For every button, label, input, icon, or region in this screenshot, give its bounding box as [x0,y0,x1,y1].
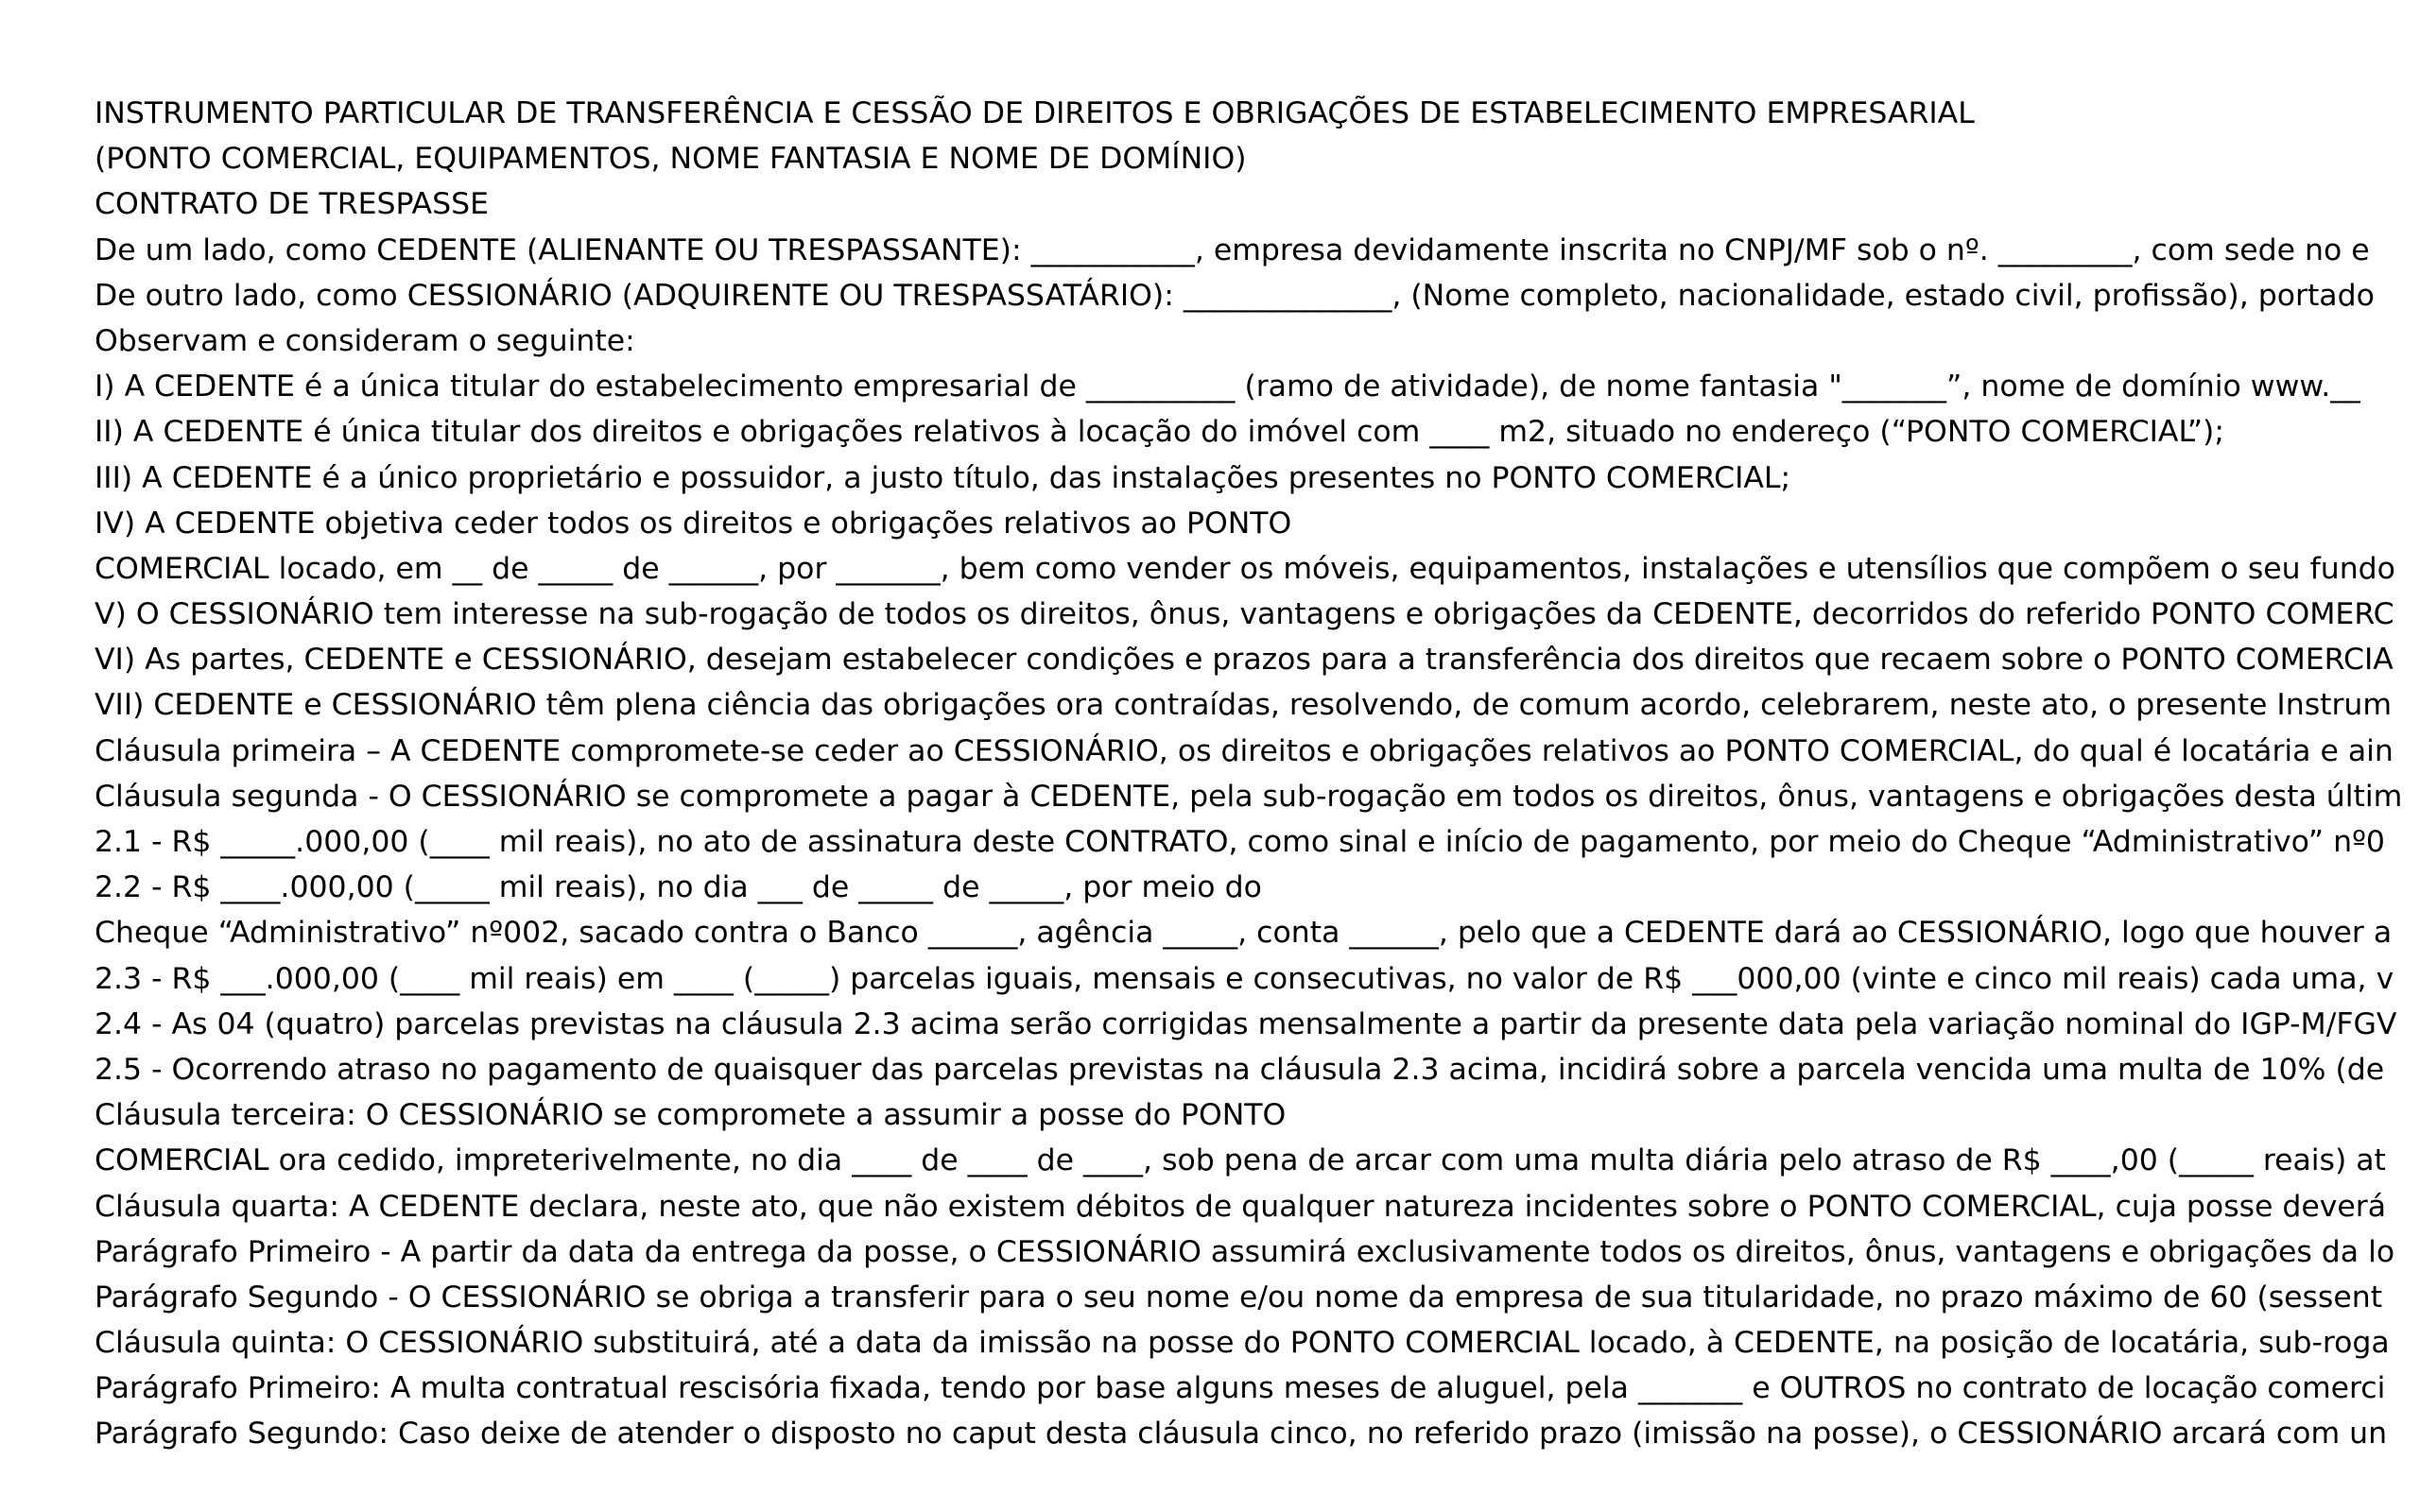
party-cedente-line: De um lado, como CEDENTE (ALIENANTE OU TRESPASSANTE): ___________, empresa devidamente inscrita no CNPJ/MF sob o nº. _________, com sede no e [95,232,2370,267]
clause-2-1: 2.1 - R$ _____.000,00 (____ mil reais), no ato de assinatura deste CONTRATO, como sinal e início de pagamento, por meio do Cheque “Administrativo” nº0 [95,825,2385,859]
party-cessionario-line: De outro lado, como CESSIONÁRIO (ADQUIRENTE OU TRESPASSATÁRIO): ______________, (Nome completo, nacionalidade, estado civil, profissão), portado [95,278,2375,313]
clause-2-4: 2.4 - As 04 (quatro) parcelas previstas na cláusula 2.3 acima serão corrigidas mensalmente a partir da presente data pela variação nominal do IGP-M/FGV [95,1006,2397,1041]
clause-2-2-continued: Cheque “Administrativo” nº002, sacado contra o Banco ______, agência _____, conta ______, pelo que a CEDENTE dará ao CESSIONÁRIO, logo que houver a [95,916,2393,951]
clause-fourth-paragraph-first: Parágrafo Primeiro - A partir da data da entrega da posse, o CESSIONÁRIO assumirá exclusivamente todos os direitos, ônus, vantagens e obrigações da lo [95,1234,2395,1269]
consideration-iv: IV) A CEDENTE objetiva ceder todos os direitos e obrigações relativos ao PONTO [95,506,1292,541]
document-title: INSTRUMENTO PARTICULAR DE TRANSFERÊNCIA E CESSÃO DE DIREITOS E OBRIGAÇÕES DE ESTABELECIMENTO EMPRESARIAL [95,96,1975,130]
consideration-vii: VII) CEDENTE e CESSIONÁRIO têm plena ciência das obrigações ora contraídas, resolvendo, de comum acordo, celebrarem, neste ato, o presente Instrum [95,688,2393,723]
clause-2-2: 2.2 - R$ ____.000,00 (_____ mil reais), no dia ___ de _____ de _____, por meio do [95,870,1262,905]
consideration-ii: II) A CEDENTE é única titular dos direitos e obrigações relativos à locação do imóvel com ____ m2, situado no endereço (“PONTO COMERCIAL”); [95,415,2224,450]
clause-2-3: 2.3 - R$ ___.000,00 (____ mil reais) em ____ (_____) parcelas iguais, mensais e consecutivas, no valor de R$ ___000,00 (vinte e cinco mil reais) cada uma, v [95,961,2394,996]
document-body [95,93,2420,1459]
clause-fifth-paragraph-second: Parágrafo Segundo: Caso deixe de atender o disposto no caput desta cláusula cinco, no referido prazo (imissão na posse), o CESSIONÁRIO arcará com un [95,1417,2388,1452]
contract-heading: CONTRATO DE TRESPASSE [95,187,489,222]
clause-third-continued: COMERCIAL ora cedido, impreterivelmente, no dia ____ de ____ de ____, sob pena de arcar com uma multa diária pelo atraso de R$ ____,00 (_____ reais) at [95,1143,2386,1178]
clause-2-5: 2.5 - Ocorrendo atraso no pagamento de quaisquer das parcelas previstas na cláusula 2.3 acima, incidirá sobre a parcela vencida uma multa de 10% (de [95,1052,2385,1087]
clause-fourth: Cláusula quarta: A CEDENTE declara, neste ato, que não existem débitos de qualquer natureza incidentes sobre o PONTO COMERCIAL, cuja posse deverá [95,1189,2387,1224]
clause-fifth: Cláusula quinta: O CESSIONÁRIO substituirá, até a data da imissão na posse do PONTO COMERCIAL locado, à CEDENTE, na posição de locatária, sub-roga [95,1326,2390,1361]
document-subtitle: (PONTO COMERCIAL, EQUIPAMENTOS, NOME FANTASIA E NOME DE DOMÍNIO) [95,142,1247,177]
clause-second: Cláusula segunda - O CESSIONÁRIO se compromete a pagar à CEDENTE, pela sub-rogação em todos os direitos, ônus, vantagens e obrigações desta últim [95,779,2403,814]
consideration-vi: VI) As partes, CEDENTE e CESSIONÁRIO, desejam estabelecer condições e prazos para a transferência dos direitos que recaem sobre o PONTO COMERCIA [95,643,2394,678]
consideration-iv-continued: COMERCIAL locado, em __ de _____ de ______, por _______, bem como vender os móveis, equipamentos, instalações e utensílios que compõem o seu fundo [95,551,2395,586]
considerations-heading: Observam e consideram o seguinte: [95,323,635,358]
clause-fourth-paragraph-second: Parágrafo Segundo - O CESSIONÁRIO se obriga a transferir para o seu nome e/ou nome da empresa de sua titularidade, no prazo máximo de 60 (sessent [95,1280,2383,1314]
consideration-i: I) A CEDENTE é a única titular do estabelecimento empresarial de __________ (ramo de atividade), de nome fantasia "_______”, nome de domínio www.__ [95,369,2360,404]
clause-first: Cláusula primeira – A CEDENTE compromete-se ceder ao CESSIONÁRIO, os direitos e obrigações relativos ao PONTO COMERCIAL, do qual é locatária e ain [95,733,2394,768]
consideration-iii: III) A CEDENTE é a único proprietário e possuidor, a justo título, das instalações presentes no PONTO COMERCIAL; [95,460,1791,495]
clause-fifth-paragraph-first: Parágrafo Primeiro: A multa contratual rescisória fixada, tendo por base alguns meses de aluguel, pela _______ e OUTROS no contrato de locação comerci [95,1371,2386,1406]
consideration-v: V) O CESSIONÁRIO tem interesse na sub-rogação de todos os direitos, ônus, vantagens e obrigações da CEDENTE, decorridos do referido PONTO COMERC [95,597,2394,632]
clause-third: Cláusula terceira: O CESSIONÁRIO se compromete a assumir a posse do PONTO [95,1098,1287,1133]
